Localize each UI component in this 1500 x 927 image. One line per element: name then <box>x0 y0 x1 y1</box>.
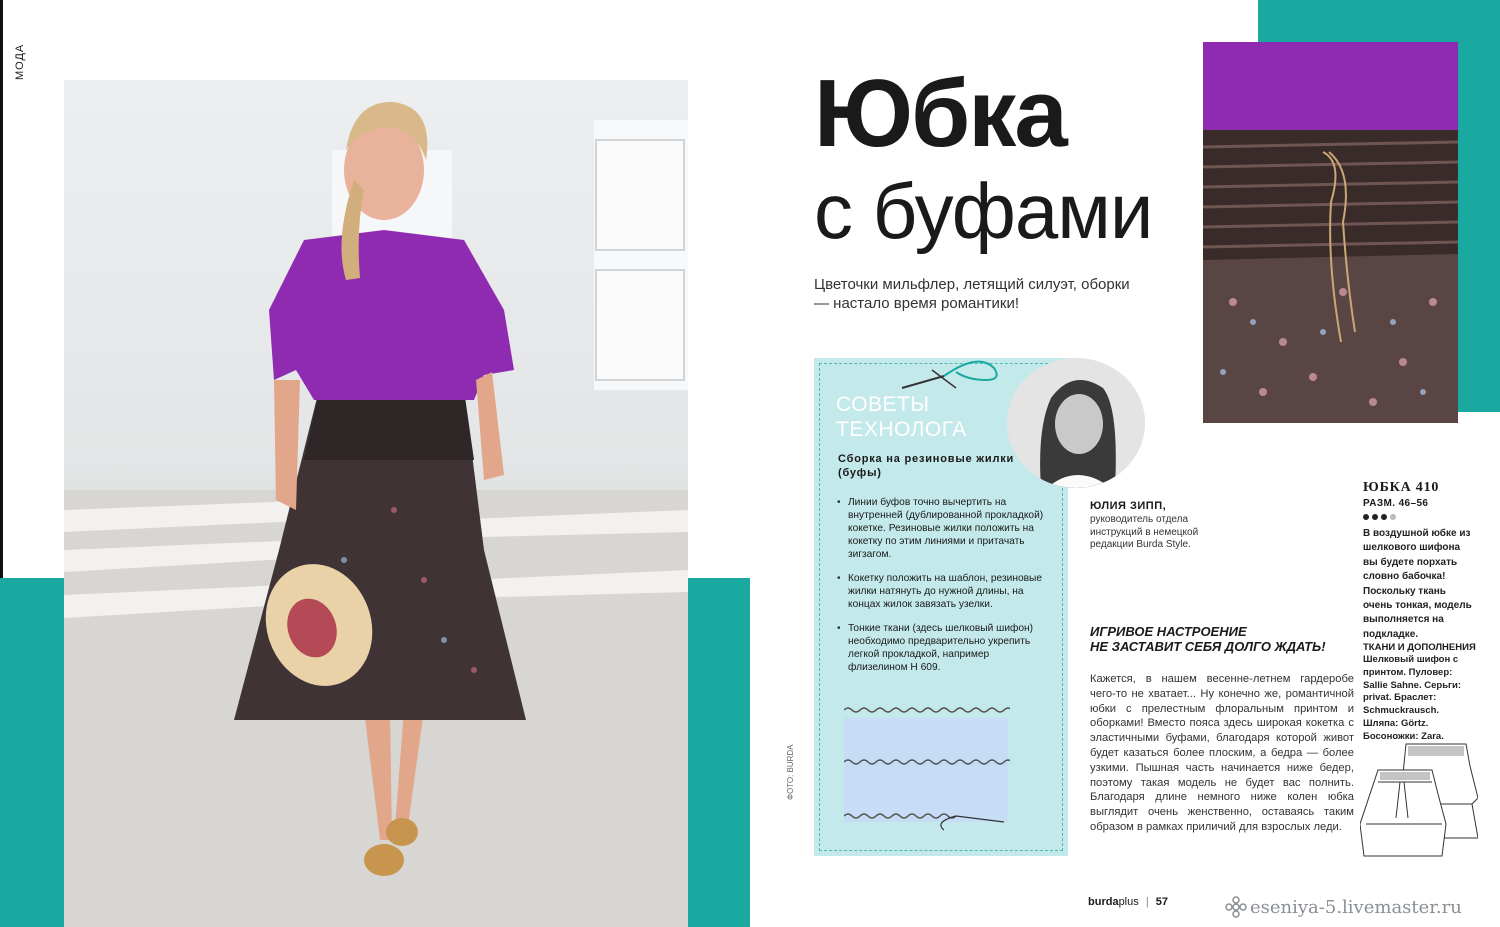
skirt-technical-sketch <box>1360 738 1478 860</box>
difficulty-rating <box>1363 514 1396 520</box>
tips-list <box>822 496 1048 685</box>
article-heading-line1: ИГРИВОЕ НАСТРОЕНИЕ <box>1090 624 1247 639</box>
fabrics-text: Шелковый шифон с принтом. Пуловер: Sallie Sahne. Серьги: privat. Браслет: Schmuckrausch. Шляпа: Görtz. Босоножки: Zara. <box>1363 654 1461 742</box>
pattern-description: В воздушной юбке из шелкового шифона вы будете порхать словно бабочка! Поскольку ткань очень тонкая, модель выполняется на подкладке. <box>1363 528 1472 640</box>
article-body: Кажется, в нашем весенне-летнем гардеробе чего-то не хватает... Ну конечно же, романтичной юбки с прелестным флоральным принтом и оборками! Вместо пояса здесь широкая кокетка с эластичными буфами, благодаря которой живот будет казаться более плоским, а бедра — более узкими. Пышная часть начинается ниже бедер, поэтому такая модель не будет вас полнить. Благодаря длине немного ниже колен юбка выглядит очень женственно, оставаясь таким образом в рамках приличий для взрослых леди. <box>1090 673 1354 833</box>
page-title: Юбка <box>814 60 1066 167</box>
article-heading <box>1090 624 1360 654</box>
footer-brand-rest: plus <box>1118 896 1139 908</box>
difficulty-dot-empty <box>1390 514 1396 520</box>
teal-accent-center <box>688 578 750 927</box>
watermark-flower-icon <box>1225 896 1247 918</box>
difficulty-dot-filled <box>1363 514 1369 520</box>
footer-separator: | <box>1145 896 1149 908</box>
tips-subtitle: Сборка на резиновые жилки (буфы) <box>838 453 1015 479</box>
skirt-detail-photo <box>1203 42 1458 423</box>
article-heading-line2: НЕ ЗАСТАВИТ СЕБЯ ДОЛГО ЖДАТЬ! <box>1090 639 1326 654</box>
author-role: руководитель отдела инструкций в немецкой редакции Burda Style. <box>1090 514 1199 550</box>
watermark: eseniya-5.livemaster.ru <box>1250 897 1462 918</box>
section-tag <box>10 22 34 92</box>
skirt-detail-illustration <box>1203 42 1458 423</box>
tips-title <box>836 392 967 442</box>
footer-brand-bold: burda <box>1088 896 1119 908</box>
footer-brand <box>1088 896 1168 908</box>
difficulty-dot-filled <box>1372 514 1378 520</box>
tips-list-item: • Линии буфов точно вычертить на внутренней (дублированной прокладкой) кокетке. Резиновые жилки положить на кокетку по этим линиями и притачать зигзагом. <box>822 496 1048 561</box>
tips-title-line1: СОВЕТЫ <box>836 393 930 416</box>
gathering-diagram <box>844 704 1010 832</box>
pattern-title: ЮБКА 410 <box>1363 480 1440 495</box>
author-portrait <box>1007 358 1145 488</box>
difficulty-dot-filled <box>1381 514 1387 520</box>
pattern-sizes: РАЗМ. 46–56 <box>1363 498 1429 509</box>
model-photo <box>64 80 688 927</box>
section-tag-label: МОДА <box>14 43 26 80</box>
author-name: ЮЛИЯ ЗИПП, <box>1090 500 1167 512</box>
page-title-second-line: с буфами <box>814 167 1153 255</box>
teal-accent-right <box>1458 62 1500 412</box>
tips-list-item: • Тонкие ткани (здесь шелковый шифон) необходимо предварительно укрепить легкой прокладкой, например флизелином H 609. <box>822 622 1048 674</box>
photo-credit: ФОТО: BURDA <box>786 744 795 800</box>
lead-paragraph: Цветочки мильфлер, летящий силуэт, оборки — настало время романтики! <box>814 276 1130 312</box>
fabrics-heading: ТКАНИ И ДОПОЛНЕНИЯ <box>1363 642 1476 653</box>
model-photo-illustration <box>64 80 688 927</box>
page-number: 57 <box>1155 896 1168 908</box>
tips-list-item: • Кокетку положить на шаблон, резиновые жилки натянуть до нужной длины, на концах жилок завязать узелки. <box>822 572 1048 611</box>
tips-title-line2: ТЕХНОЛОГА <box>836 418 967 441</box>
author-portrait-image <box>1007 358 1145 488</box>
teal-accent-left <box>0 578 64 927</box>
